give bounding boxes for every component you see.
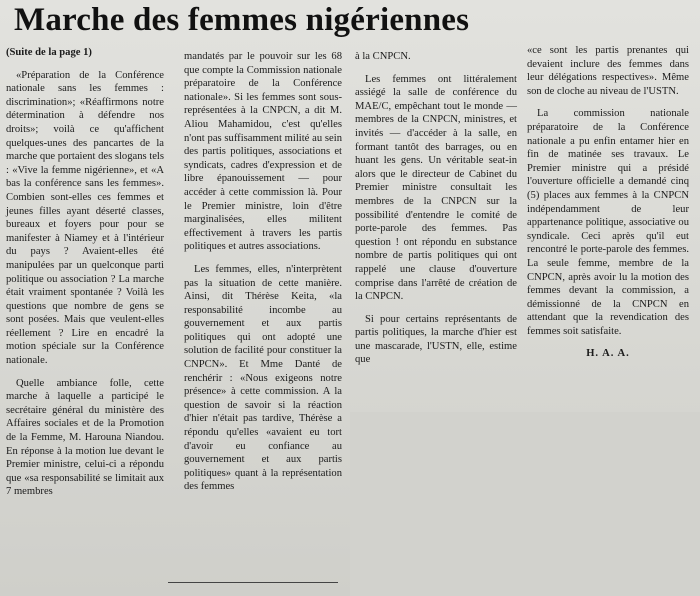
- column-2: [184, 50, 342, 503]
- continuation-note: (Suite de la page 1): [6, 47, 92, 58]
- column-3: [355, 50, 517, 376]
- paragraph: à la CNPCN.: [355, 51, 411, 62]
- paragraph: «Préparation de la Conférence nationale sans les femmes : discrimination»; «Réaffirmons notre détermination à défendre nos droits»; voilà ce qu'affichent quelques-unes des pancartes de la marche que portaient des slogans tels : «Vive la femme nigérienne», et «A bas la conférence sans les femmes». Combien sont-elles ces femmes et jeunes filles ayant déserté classes, bureaux et foyers pour pour se manifester à Niamey et à l'intérieur du pays ? Avaient-elles été manipulées par un quelconque parti politique ou association ? La marche était vraiment spontanée ? Voilà les questions que nombre de gens se sont posées. Mais que veulent-elles réellement ? Lire en encadré la motion spéciale sur la Conférence nationale.: [6, 69, 164, 367]
- blank-area: [350, 412, 700, 596]
- column-4: [527, 44, 689, 361]
- column-rule: [168, 582, 338, 583]
- paragraph: «ce sont les partis prenantes qui devaient inclure des femmes dans leur délégations respectives». Même son de cloche au niveau de l'USTN.: [527, 45, 689, 97]
- author-signature: H. A. A.: [586, 348, 630, 360]
- paragraph: Les femmes ont littéralement assiégé la salle de conférence du MAE/C, empêchant tout le monde — membres de la CNPCN, ministres, et invités — d'accéder à la salle, en formant tantôt des barrages, ou en huant les gens. Un véritable seat-in alors que le directeur de Cabinet du Premier ministre consultait les membres de la CNPCN sur la possibilité d'entendre le comité de porte-parole des femmes. Pas question ! ont répondu en substance nombre de partis politiques qui ont rappelé une clause d'ouverture comprise dans l'arrêté de création de la CNPCN.: [355, 73, 517, 303]
- headline: Marche des femmes nigériennes: [14, 2, 470, 38]
- paragraph: La commission nationale préparatoire de la Conférence nationale a pu enfin entamer hier en fin de matinée ses travaux. Le Premier ministre qui a présidé l'ouverture officielle a demandé cinq (5) places aux femmes à la CNPCN indépendamment de leur appartenance politique, associative ou syndicale. Ceci après qu'il eut rencontré le porte-parole des femmes. La seule femme, membre de la CNPCN, après avoir lu la motion des femmes devant la commission, a démissionné de la CNPCN en attendant que la revendication des femmes soit satisfaite.: [527, 108, 689, 337]
- column-1: [6, 46, 164, 508]
- paragraph: Si pour certains représentants de partis politiques, la marche d'hier est une mascarade, l'USTN, elle, estime que: [355, 313, 517, 366]
- paragraph: mandatés par le pouvoir sur les 68 que compte la Commission nationale préparatoire de la Conférence nationale». Si les femmes sont sous-représentées à la CNPCN, a dit M. Aliou Mahamidou, c'est qu'elles n'ont pas suffisamment milité au sein des partis politiques, associations et syndicats, cadres d'expression et de libre épanouissement — pour accéder à cette commission là. Pour le Premier ministre, loin d'être marginalisées, elles militent effectivement à travers les partis politiques et autres associations.: [184, 51, 342, 253]
- paragraph: Les femmes, elles, n'interprètent pas la situation de cette manière. Ainsi, dit Thérèse Keita, «la responsabilité incombe au gouvernement et aux partis politiques qui ont adopté une solution de facilité pour constituer la CNPCN». Et Mme Danté de renchérir : «Nous exigeons notre présence» à cette commission. A la question de savoir si la réaction d'hier n'était pas tardive, Thérèse a répondu qu'elles «avaient eu tort d'avoir eu confiance au gouvernement et aux partis politiques» quant à la représentation des femmes: [184, 263, 342, 493]
- paragraph: Quelle ambiance folle, cette marche à laquelle a participé le secrétaire général du ministère des Affaires sociales et de la Promotion de la Femme, M. Harouna Niandou. En réponse à la motion lue devant le Premier ministre, celui-ci a répondu que «sa responsabilité se limitait aux 7 membres: [6, 377, 164, 498]
